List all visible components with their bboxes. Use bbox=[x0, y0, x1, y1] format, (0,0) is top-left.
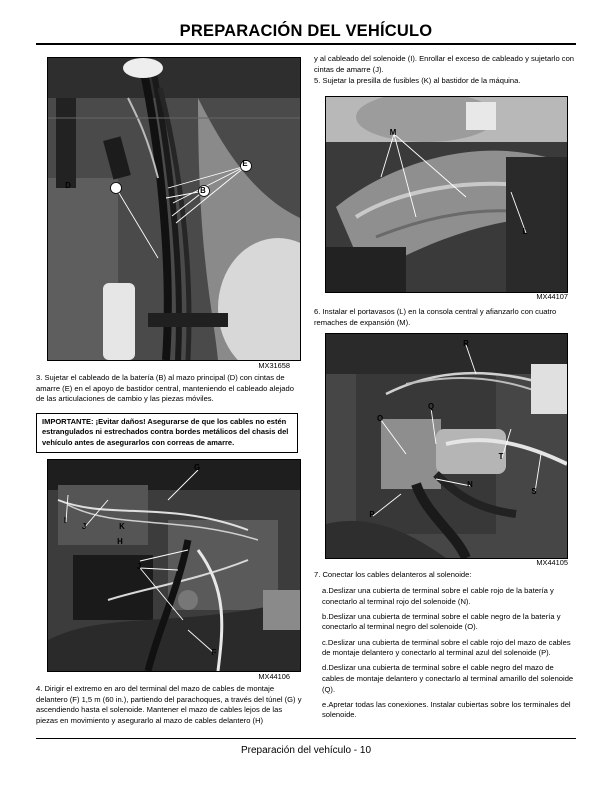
callout-j: J bbox=[81, 522, 87, 531]
callout-f: F bbox=[211, 648, 217, 657]
footer-rule bbox=[36, 738, 576, 739]
figure-code: MX44107 bbox=[536, 292, 568, 301]
callout-q: Q bbox=[427, 402, 435, 411]
callout-i: I bbox=[63, 516, 67, 525]
callout-l: L bbox=[522, 227, 528, 236]
photo-mx31658 bbox=[47, 57, 301, 361]
photo-mx44106 bbox=[47, 459, 301, 672]
page-footer: Preparación del vehículo - 10 bbox=[240, 745, 372, 756]
figure-code: MX31658 bbox=[258, 361, 290, 370]
step-7-item: e.Apretar todas las conexiones. Instalar cubiertas sobre los terminales del solenoide. bbox=[322, 699, 571, 720]
figure-code: MX44106 bbox=[258, 672, 290, 681]
callout-e: E bbox=[242, 159, 248, 168]
callout-s: S bbox=[531, 487, 537, 496]
page-title: PREPARACIÓN DEL VEHÍCULO bbox=[179, 22, 433, 40]
callout-k: K bbox=[119, 522, 125, 531]
header-rule bbox=[36, 43, 576, 45]
callout-g: G bbox=[193, 463, 201, 472]
step-6-text: 6. Instalar el portavasos (L) en la consola central y afianzarlo con cuatro remaches de expansión (M). bbox=[314, 307, 557, 327]
callout-m: M bbox=[389, 128, 397, 137]
photo-mx44105 bbox=[325, 333, 568, 559]
important-notice: IMPORTANTE: ¡Evitar daños! Asegurarse de que los cables no estén estrangulados ni estrechados contra bordes metálicos del chasis del vehículo antes de asegurarlos con correas de amarre. bbox=[36, 413, 298, 453]
step-7-item: a.Deslizar una cubierta de terminal sobre el cable rojo de la batería y conectarlo al terminal rojo del solenoide (N). bbox=[322, 586, 554, 606]
step-3-text: 3. Sujetar el cableado de la batería (B) al mazo principal (D) con cintas de amarre (E) en el apoyo de bastidor central, manteniendo el cableado alejado de las articulaciones de cambio y las piezas móviles. bbox=[36, 373, 294, 404]
step-4-continued-text: y al cableado del solenoide (I). Enrollar el exceso de cableado y sujetarlo con cintas de amarre (J). bbox=[314, 54, 575, 74]
step-7-item: c.Deslizar una cubierta de terminal sobre el cable rojo del mazo de cables de montaje delantero y conectarlo al terminal azul del solenoide (P). bbox=[322, 637, 571, 658]
figure-code: MX44105 bbox=[536, 558, 568, 567]
step-4-text: 4. Dirigir el extremo en aro del terminal del mazo de cables de montaje delantero (F) 1,5 m (60 in.), partiendo del parachoques, a través del túnel (G) y ascendiendo hasta el solenoide. Mantener el mazo de cables lejos de las piezas en movimiento y asegurarlo al mazo de cables delantero (H) bbox=[36, 684, 302, 725]
step-7-item: b.Deslizar una cubierta de terminal sobre el cable negro de la batería y conectarlo al terminal negro del solenoide (O). bbox=[322, 611, 561, 632]
callout-d: D bbox=[65, 181, 71, 190]
step-7-intro: 7. Conectar los cables delanteros al solenoide: bbox=[314, 570, 472, 579]
step-7-item: d.Deslizar una cubierta de terminal sobre el cable negro del mazo de cables de montaje delantero y conectarlo al terminal amarillo del solenoide (Q). bbox=[322, 663, 574, 694]
callout-n: N bbox=[467, 480, 473, 489]
photo-mx44107 bbox=[325, 96, 568, 293]
callout-o: O bbox=[376, 414, 384, 423]
step-7-list bbox=[322, 586, 576, 726]
callout-j-2: J bbox=[136, 562, 142, 571]
callout-b: B bbox=[200, 186, 206, 195]
callout-p: P bbox=[369, 510, 375, 519]
callout-h: H bbox=[117, 537, 123, 546]
callout-r: R bbox=[463, 339, 469, 348]
callout-t: T bbox=[498, 452, 504, 461]
step-5-text: 5. Sujetar la presilla de fusibles (K) al bastidor de la máquina. bbox=[314, 76, 521, 85]
